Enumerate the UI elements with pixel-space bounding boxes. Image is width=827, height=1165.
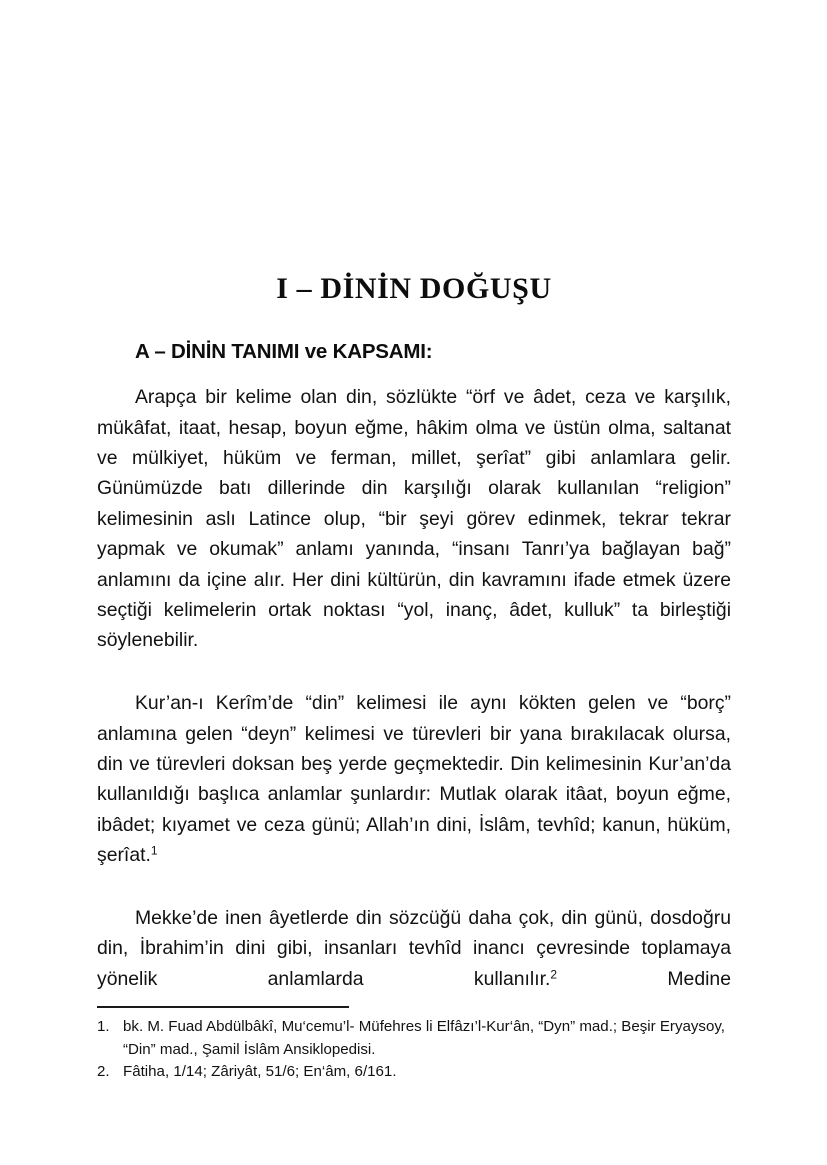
footnote-item	[97, 1016, 737, 1061]
footnote-text: bk. M. Fuad Abdülbâkî, Mu‘cemu’l- Müfehres li Elfâzı’l-Kur‘ân, “Dyn” mad.; Beşir Eryaysoy, “Din” mad., Şamil İslâm Ansiklopedisi.	[123, 1018, 725, 1058]
paragraph-1-text: Arapça bir kelime olan din, sözlükte “örf ve âdet, ceza ve karşılık, mükâfat, itaat, hesap, boyun eğme, hâkim olma ve üstün olma, saltanat ve mülkiyet, hüküm ve ferman, millet, şerîat” gibi anlamlara gelir. Günümüzde batı dillerinde din karşılığı olarak kullanılan “religion” kelimesinin aslı Latince olup, “bir şeyi görev edinmek, tekrar tekrar yapmak ve okumak” anlamı yanında, “insanı Tanrı’ya bağlayan bağ” anlamını da içine alır. Her dini kültürün, din kavramını ifade etmek üzere seçtiği kelimelerin ortak noktası “yol, inanç, âdet, kulluk” ta birleştiği söylenebilir.	[97, 386, 731, 652]
section-title: A – DİNİN TANIMI ve KAPSAMI:	[135, 339, 433, 363]
paragraph-2	[97, 688, 731, 901]
footnote-item	[97, 1061, 737, 1084]
paragraph-3-text: Mekke’de inen âyetlerde din sözcüğü daha çok, din günü, dosdoğru din, İbrahim’in dini gibi, insanları tevhîd inancı çevresinde toplamaya yönelik anlamlarda kullanılır.	[97, 907, 731, 990]
footnote-marker-1: 1	[150, 843, 158, 858]
paragraph-3-tail: Medine	[557, 967, 731, 990]
paragraph-2-text: Kur’an-ı Kerîm’de “din” kelimesi ile aynı kökten gelen ve “borç” anlamına gelen “deyn” kelimesi ve türevleri bir yana bırakılacak olursa, din ve türevleri doksan beş yerde geçmektedir. Din kelimesinin Kur’an’da kullanıldığı başlıca anlamlar şunlardır: Mutlak olarak itâat, boyun eğme, ibâdet; kıyamet ve ceza günü; Allah’ın dini, İslâm, tevhîd; kanun, hüküm, şerîat.	[97, 692, 731, 867]
footnote-number: 1.	[97, 1018, 110, 1035]
page-content	[97, 0, 731, 1025]
footnote-marker-2: 2	[550, 967, 558, 982]
footnote-text: Fâtiha, 1/14; Zâriyât, 51/6; En‘âm, 6/161.	[123, 1063, 397, 1081]
paragraph-1	[97, 382, 731, 686]
footnote-separator-rule	[97, 1006, 349, 1008]
chapter-title: I – DİNİN DOĞUŞU	[276, 272, 552, 305]
footnotes-section	[97, 1006, 737, 1084]
footnote-number: 2.	[97, 1063, 110, 1081]
footnote-list	[97, 1016, 737, 1084]
